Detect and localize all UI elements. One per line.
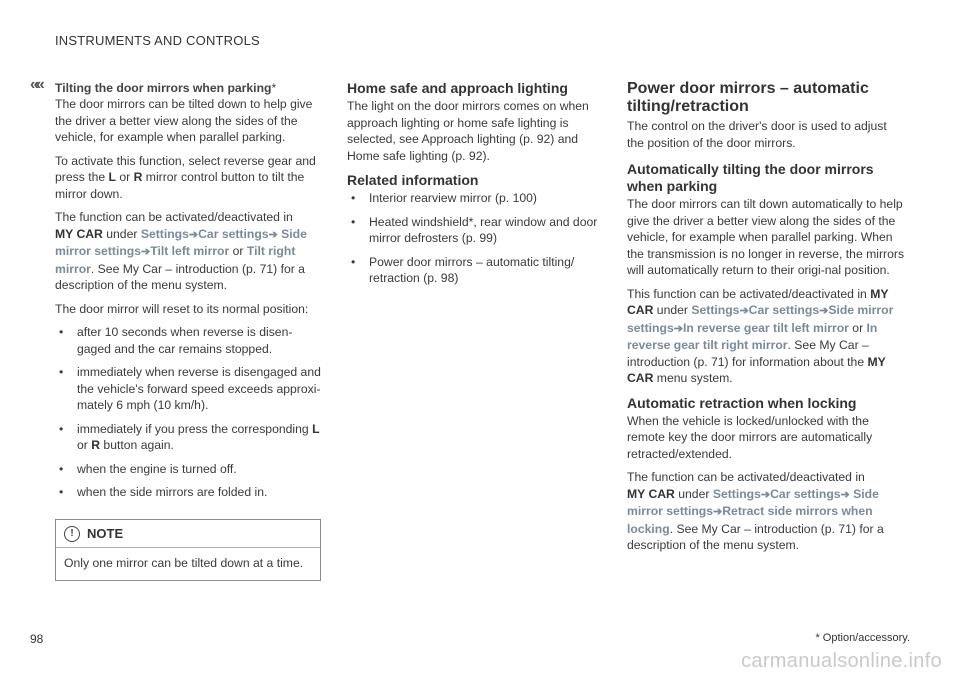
- column-1: [55, 80, 321, 581]
- list-item: • when the side mirrors are folded in.: [59, 485, 268, 499]
- arrow-icon: ➔: [819, 305, 829, 317]
- heading-related-information: Related information: [347, 172, 479, 188]
- paragraph: The light on the door mirrors comes on when approach lighting or home safe lighting is selected, see Approach lighting (p. 92) and Home safe lighting (p. 92).: [347, 99, 589, 163]
- paragraph-intro: The control on the driver's door is used to adjust the position of the door mirrors.: [627, 119, 887, 150]
- paragraph: The door mirrors can be tilted down to help give the driver a better view along the sides of the vehicle, for example when parallel parking.: [55, 97, 313, 144]
- list-item: • immediately when reverse is disengaged and the vehicle's forward speed exceeds approxi-mately 6 mph (10 km/h).: [59, 365, 321, 412]
- column-3: [627, 80, 907, 561]
- list-item: • when the engine is turned off.: [59, 461, 237, 476]
- arrow-icon: ➔: [141, 246, 151, 258]
- arrow-icon: ➔: [840, 488, 850, 501]
- heading-auto-tilt: Automatically tilting the door mirrors when parking: [627, 161, 874, 194]
- arrow-icon: ➔: [188, 228, 199, 241]
- info-icon: !: [64, 526, 80, 542]
- column-2: [347, 80, 603, 294]
- arrow-icon: ➔: [713, 506, 723, 518]
- paragraph-menu-path: The function can be activated/deactivated in MY CAR under Settings➔Car settings➔ Side mirror settings➔Retract side mirrors when locking. See My Car – introduction (p. 71) for a description of the menu system.: [627, 470, 884, 552]
- note-text: Only one mirror can be tilted down at a time.: [64, 556, 304, 570]
- heading-home-safe: Home safe and approach lighting: [347, 80, 568, 96]
- list-item: • immediately if you press the corresponding L or R button again.: [59, 421, 320, 452]
- paragraph: The door mirrors can tilt down automatically to help give the driver a better view along the sides of the vehicle, for example when parallel parking. When the transmission is no longer in reverse, the mirrors will automatically return to their origi-nal position.: [627, 197, 905, 277]
- paragraph-menu-path: The function can be activated/deactivated in MY CAR under Settings➔Car settings➔ Side mirror settings➔Tilt left mirror or Tilt right mirror. See My Car – introduction (p. 71) for a description of the menu system.: [55, 210, 307, 292]
- paragraph: When the vehicle is locked/unlocked with the remote key the door mirrors are automatically retracted/extended.: [627, 413, 873, 461]
- footnote: * Option/accessory.: [815, 632, 910, 644]
- note-title: NOTE: [87, 525, 124, 541]
- arrow-icon: ➔: [760, 488, 771, 501]
- heading-auto-retraction: Automatic retraction when locking: [627, 394, 857, 411]
- paragraph-menu-path: This function can be activated/deactivated in MY CAR under Settings➔Car settings➔Side mirror settings➔In reverse gear tilt left mirror or In reverse gear tilt right mirror. See My Car – introduction (p. 71) for information about the MY CAR menu system.: [627, 286, 894, 385]
- related-link[interactable]: • Interior rearview mirror (p. 100): [351, 191, 537, 205]
- watermark: carmanualsonline.info: [741, 650, 942, 672]
- arrow-icon: ➔: [268, 228, 278, 241]
- section-title-tilting: Tilting the door mirrors when parking*: [55, 81, 277, 95]
- paragraph: The door mirror will reset to its normal position:: [55, 301, 309, 316]
- page-number: 98: [30, 632, 44, 646]
- arrow-icon: ➔: [673, 322, 683, 335]
- menu-settings: Settings: [140, 226, 189, 241]
- bullet-list: [55, 324, 321, 501]
- continued-from-previous-icon: ««: [30, 76, 42, 93]
- paragraph: To activate this function, select reverse gear and press the L or R mirror control button to tilt the mirror down.: [55, 153, 316, 201]
- related-links-list: [347, 190, 603, 287]
- page-title: Power door mirrors – automatic tilting/retraction: [627, 80, 869, 115]
- arrow-icon: ➔: [739, 305, 749, 317]
- related-link[interactable]: • Power door mirrors – automatic tilting/ retraction (p. 98): [351, 254, 575, 285]
- list-item: • after 10 seconds when reverse is disen-gaged and the car remains stopped.: [59, 325, 293, 356]
- note-header: [56, 520, 320, 549]
- related-link[interactable]: • Heated windshield*, rear window and door mirror defrosters (p. 99): [351, 214, 598, 245]
- note-box: [55, 519, 321, 581]
- section-header: INSTRUMENTS AND CONTROLS: [55, 33, 260, 48]
